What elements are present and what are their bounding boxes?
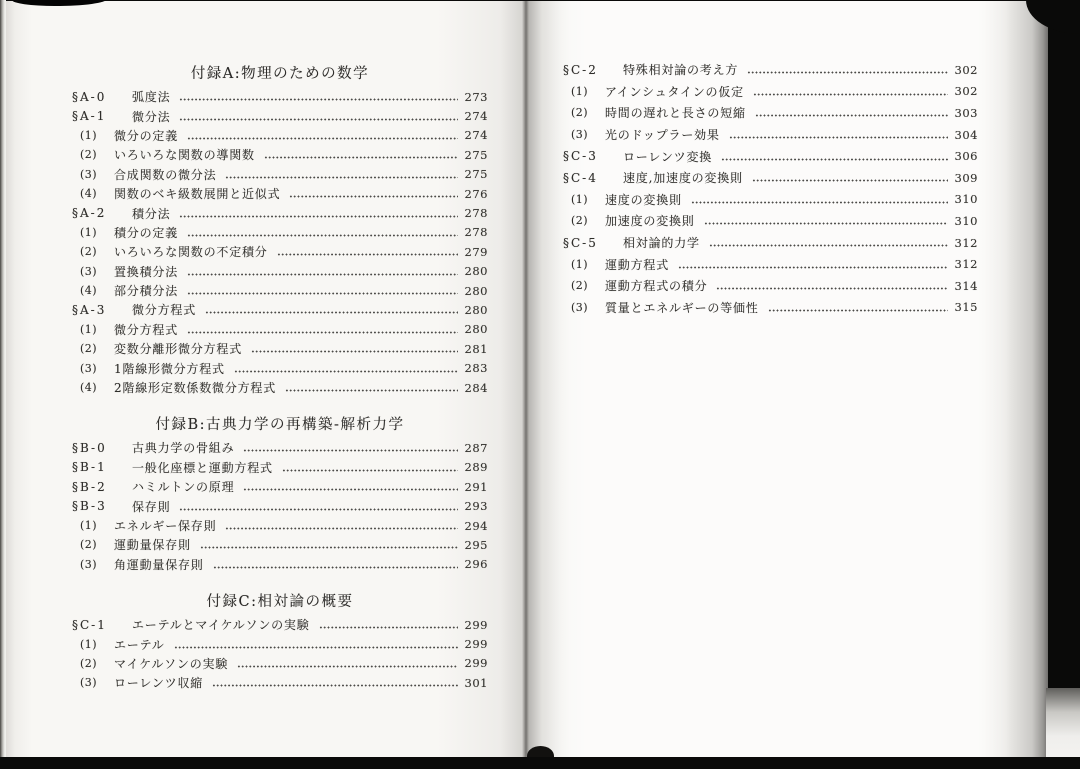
entry-page-number: 276	[464, 186, 488, 201]
entry-page-number: 302	[954, 84, 978, 99]
entry-title: マイケルソンの実験	[114, 656, 229, 671]
dot-leader	[704, 222, 948, 225]
entry-label: (4)	[80, 187, 98, 201]
toc-entry	[72, 339, 488, 358]
entry-page-number: 312	[954, 257, 978, 272]
entry-label: §C-4	[563, 170, 598, 185]
dot-leader	[289, 195, 458, 198]
toc-entry	[72, 654, 488, 673]
dot-leader	[243, 449, 458, 452]
entry-label: (1)	[571, 257, 589, 271]
entry-label: §C-1	[72, 617, 107, 632]
entry-page-number: 280	[464, 302, 488, 317]
toc-entry	[72, 145, 488, 164]
entry-page-number: 273	[464, 89, 488, 104]
entry-page-number: 275	[464, 167, 488, 182]
dot-leader	[264, 156, 458, 159]
entry-title: 古典力学の骨組み	[132, 441, 235, 456]
entry-label: §C-2	[563, 62, 598, 77]
dot-leader	[179, 215, 458, 218]
appendix-heading: 付録B:古典力学の再構築-解析力学	[155, 417, 405, 434]
entry-title: アインシュタインの仮定	[605, 84, 744, 99]
entry-title: 速度,加速度の変換則	[623, 171, 743, 186]
entry-page-number: 278	[464, 225, 488, 240]
entry-label: §B-2	[72, 479, 107, 494]
toc-entry	[563, 59, 978, 81]
entry-title: 微分法	[132, 109, 171, 124]
entry-page-number: 312	[954, 235, 978, 250]
entry-title: 微分方程式	[132, 303, 197, 318]
entry-label: (2)	[80, 245, 98, 259]
entry-label: (2)	[80, 538, 98, 552]
entry-page-number: 279	[464, 244, 488, 259]
entry-title: 微分方程式	[114, 322, 179, 337]
dot-leader	[187, 234, 458, 237]
entry-label: (2)	[571, 106, 589, 120]
entry-title: 保存則	[132, 499, 171, 514]
dot-leader	[251, 350, 458, 353]
toc-entry	[563, 167, 978, 189]
toc-entry	[563, 124, 978, 146]
toc-entry	[72, 320, 488, 339]
entry-label: (1)	[80, 128, 98, 142]
toc-entry	[72, 438, 488, 457]
toc-entry	[72, 87, 488, 106]
toc-entry	[72, 477, 488, 496]
toc-entry	[72, 106, 488, 125]
entry-title: エネルギー保存則	[114, 519, 217, 533]
entry-title: 弧度法	[132, 90, 171, 105]
entry-title: ハミルトンの原理	[132, 480, 235, 495]
dot-leader	[747, 71, 948, 74]
toc-entry	[563, 275, 978, 297]
entry-title: 微分の定義	[114, 128, 179, 143]
dot-leader	[234, 370, 458, 373]
dot-leader	[752, 179, 948, 182]
toc-entry	[563, 102, 978, 124]
dot-leader	[179, 98, 458, 101]
toc-entry	[72, 535, 488, 554]
dot-leader	[225, 527, 458, 530]
dot-leader	[187, 292, 458, 295]
entry-page-number: 306	[954, 149, 978, 164]
entry-label: (3)	[571, 128, 589, 142]
entry-label: (1)	[80, 637, 98, 651]
entry-page-number: 287	[464, 440, 488, 455]
entry-label: (1)	[571, 192, 589, 206]
toc-entry	[563, 189, 978, 211]
entry-label: §C-5	[563, 235, 598, 250]
entry-page-number: 278	[464, 206, 488, 221]
dot-leader	[205, 311, 458, 314]
right-page-column	[563, 59, 978, 318]
entry-page-number: 275	[464, 147, 488, 162]
entry-page-number: 296	[464, 557, 488, 572]
toc-entry	[72, 673, 488, 692]
page-corner-bottom-right	[1046, 688, 1080, 757]
entry-title: 1階線形微分方程式	[114, 361, 225, 376]
toc-entry	[72, 242, 488, 261]
entry-title: 部分積分法	[114, 284, 179, 299]
entry-page-number: 295	[464, 537, 488, 552]
entry-label: §B-1	[72, 460, 107, 475]
entry-page-number: 310	[954, 192, 978, 207]
entry-title: いろいろな関数の導関数	[114, 148, 255, 163]
entry-page-number: 303	[954, 105, 978, 120]
dot-leader	[729, 136, 948, 139]
dot-leader	[691, 201, 948, 204]
toc-entry	[72, 615, 488, 634]
entry-page-number: 294	[464, 518, 488, 533]
page-left-edge	[0, 0, 6, 757]
dot-leader	[709, 244, 948, 247]
toc-entry	[72, 165, 488, 184]
entry-page-number: 299	[464, 637, 488, 652]
entry-page-number: 274	[464, 128, 488, 143]
entry-page-number: 309	[954, 170, 978, 185]
dot-leader	[768, 309, 948, 312]
dot-leader	[755, 114, 948, 117]
entry-title: ローレンツ変換	[623, 149, 713, 164]
entry-title: 一般化座標と運動方程式	[132, 460, 273, 475]
entry-label: §A-0	[72, 89, 107, 104]
entry-title: エーテル	[114, 637, 165, 652]
entry-label: §C-3	[563, 149, 598, 164]
dot-leader	[187, 331, 458, 334]
dot-leader	[187, 137, 458, 140]
toc-entry	[72, 184, 488, 203]
toc-entry	[563, 253, 978, 275]
entry-page-number: 299	[464, 617, 488, 632]
entry-label: (2)	[80, 342, 98, 356]
entry-title: 時間の遅れと長さの短縮	[605, 106, 746, 121]
dot-leader	[213, 566, 458, 569]
entry-page-number: 291	[464, 479, 488, 494]
entry-label: (2)	[80, 656, 98, 670]
entry-title: エーテルとマイケルソンの実験	[132, 618, 310, 633]
entry-title: 関数のベキ級数展開と近似式	[114, 187, 281, 202]
toc-entry	[72, 300, 488, 319]
toc-entry	[72, 458, 488, 477]
entry-title: 運動量保存則	[114, 538, 191, 553]
entry-label: (2)	[571, 279, 589, 293]
entry-page-number: 280	[464, 283, 488, 298]
entry-label: (3)	[571, 300, 589, 314]
toc-entry	[563, 210, 978, 232]
left-page-column	[72, 61, 488, 693]
dot-leader	[237, 665, 458, 668]
entry-page-number: 283	[464, 361, 488, 376]
toc-entry	[563, 297, 978, 319]
dot-leader	[678, 266, 948, 269]
dot-leader	[753, 93, 948, 96]
entry-page-number: 293	[464, 499, 488, 514]
dot-leader	[225, 176, 458, 179]
toc-entry	[563, 81, 978, 103]
entry-page-number: 281	[464, 341, 488, 356]
toc-entry	[72, 378, 488, 397]
dot-leader	[212, 684, 458, 687]
entry-page-number: 284	[464, 380, 488, 395]
entry-label: (1)	[80, 519, 98, 532]
entry-label: §A-1	[72, 109, 107, 124]
entry-title: ローレンツ収縮	[114, 676, 204, 691]
toc-entry	[72, 358, 488, 377]
dot-leader	[277, 253, 458, 256]
entry-label: (4)	[80, 381, 98, 395]
entry-title: 加速度の変換則	[605, 214, 695, 229]
entry-title: 角運動量保存則	[114, 557, 204, 572]
entry-label: (3)	[80, 676, 98, 690]
toc-entry	[563, 145, 978, 167]
entry-label: (2)	[571, 214, 589, 228]
entry-page-number: 315	[954, 300, 978, 315]
toc-entry	[72, 555, 488, 574]
toc-entry	[72, 634, 488, 653]
entry-page-number: 301	[464, 675, 488, 690]
entry-title: 運動方程式	[605, 257, 670, 272]
entry-page-number: 302	[954, 62, 978, 77]
entry-title: いろいろな関数の不定積分	[114, 245, 268, 260]
entry-label: (1)	[80, 322, 98, 336]
entry-page-number: 304	[954, 127, 978, 142]
dot-leader	[179, 118, 458, 121]
entry-title: 変数分離形微分方程式	[114, 342, 243, 357]
dot-leader	[721, 158, 948, 161]
entry-title: 速度の変換則	[605, 192, 682, 207]
dot-leader	[243, 488, 458, 491]
entry-title: 置換積分法	[114, 264, 179, 279]
book-spread	[6, 1, 1048, 757]
entry-page-number: 280	[464, 264, 488, 279]
entry-title: 合成関数の微分法	[114, 167, 217, 182]
entry-page-number: 289	[464, 460, 488, 475]
toc-entry	[72, 516, 488, 535]
entry-title: 運動方程式の積分	[605, 279, 708, 294]
toc-entry	[72, 262, 488, 281]
entry-page-number: 274	[464, 109, 488, 124]
entry-title: 特殊相対論の考え方	[623, 63, 739, 78]
entry-label: (3)	[80, 167, 98, 181]
entry-label: (1)	[80, 225, 98, 239]
entry-title: 積分の定義	[114, 225, 179, 240]
entry-label: §A-2	[72, 206, 107, 221]
entry-label: (3)	[80, 264, 98, 278]
entry-title: 相対論的力学	[623, 236, 700, 251]
entry-title: 光のドップラー効果	[605, 128, 720, 143]
toc-entry	[72, 496, 488, 515]
dot-leader	[285, 389, 458, 392]
entry-page-number: 310	[954, 213, 978, 228]
dot-leader	[200, 546, 458, 549]
entry-label: (3)	[80, 557, 98, 571]
toc-entry	[563, 232, 978, 254]
entry-label: (3)	[80, 361, 98, 375]
appendix-heading: 付録A:物理のための数学	[190, 66, 370, 82]
entry-label: (1)	[571, 84, 589, 98]
dot-leader	[716, 287, 948, 290]
entry-page-number: 280	[464, 322, 488, 337]
entry-title: 質量とエネルギーの等価性	[605, 300, 759, 315]
dot-leader	[282, 469, 458, 472]
dot-leader	[174, 646, 458, 649]
dot-leader	[187, 273, 458, 276]
entry-page-number: 314	[954, 278, 978, 293]
entry-label: (4)	[80, 284, 98, 298]
toc-entry	[72, 126, 488, 145]
entry-label: §B-0	[72, 440, 107, 455]
dot-leader	[179, 508, 458, 511]
appendix-heading: 付録C:相対論の概要	[206, 593, 354, 610]
entry-label: §A-3	[72, 302, 107, 317]
entry-page-number: 299	[464, 656, 488, 671]
dot-leader	[319, 626, 458, 629]
toc-entry	[72, 203, 488, 222]
entry-label: (2)	[80, 148, 98, 162]
entry-label: §B-3	[72, 499, 107, 514]
toc-entry	[72, 281, 488, 300]
toc-entry	[72, 223, 488, 242]
entry-title: 2階線形定数係数微分方程式	[114, 381, 277, 396]
entry-title: 積分法	[132, 206, 171, 221]
